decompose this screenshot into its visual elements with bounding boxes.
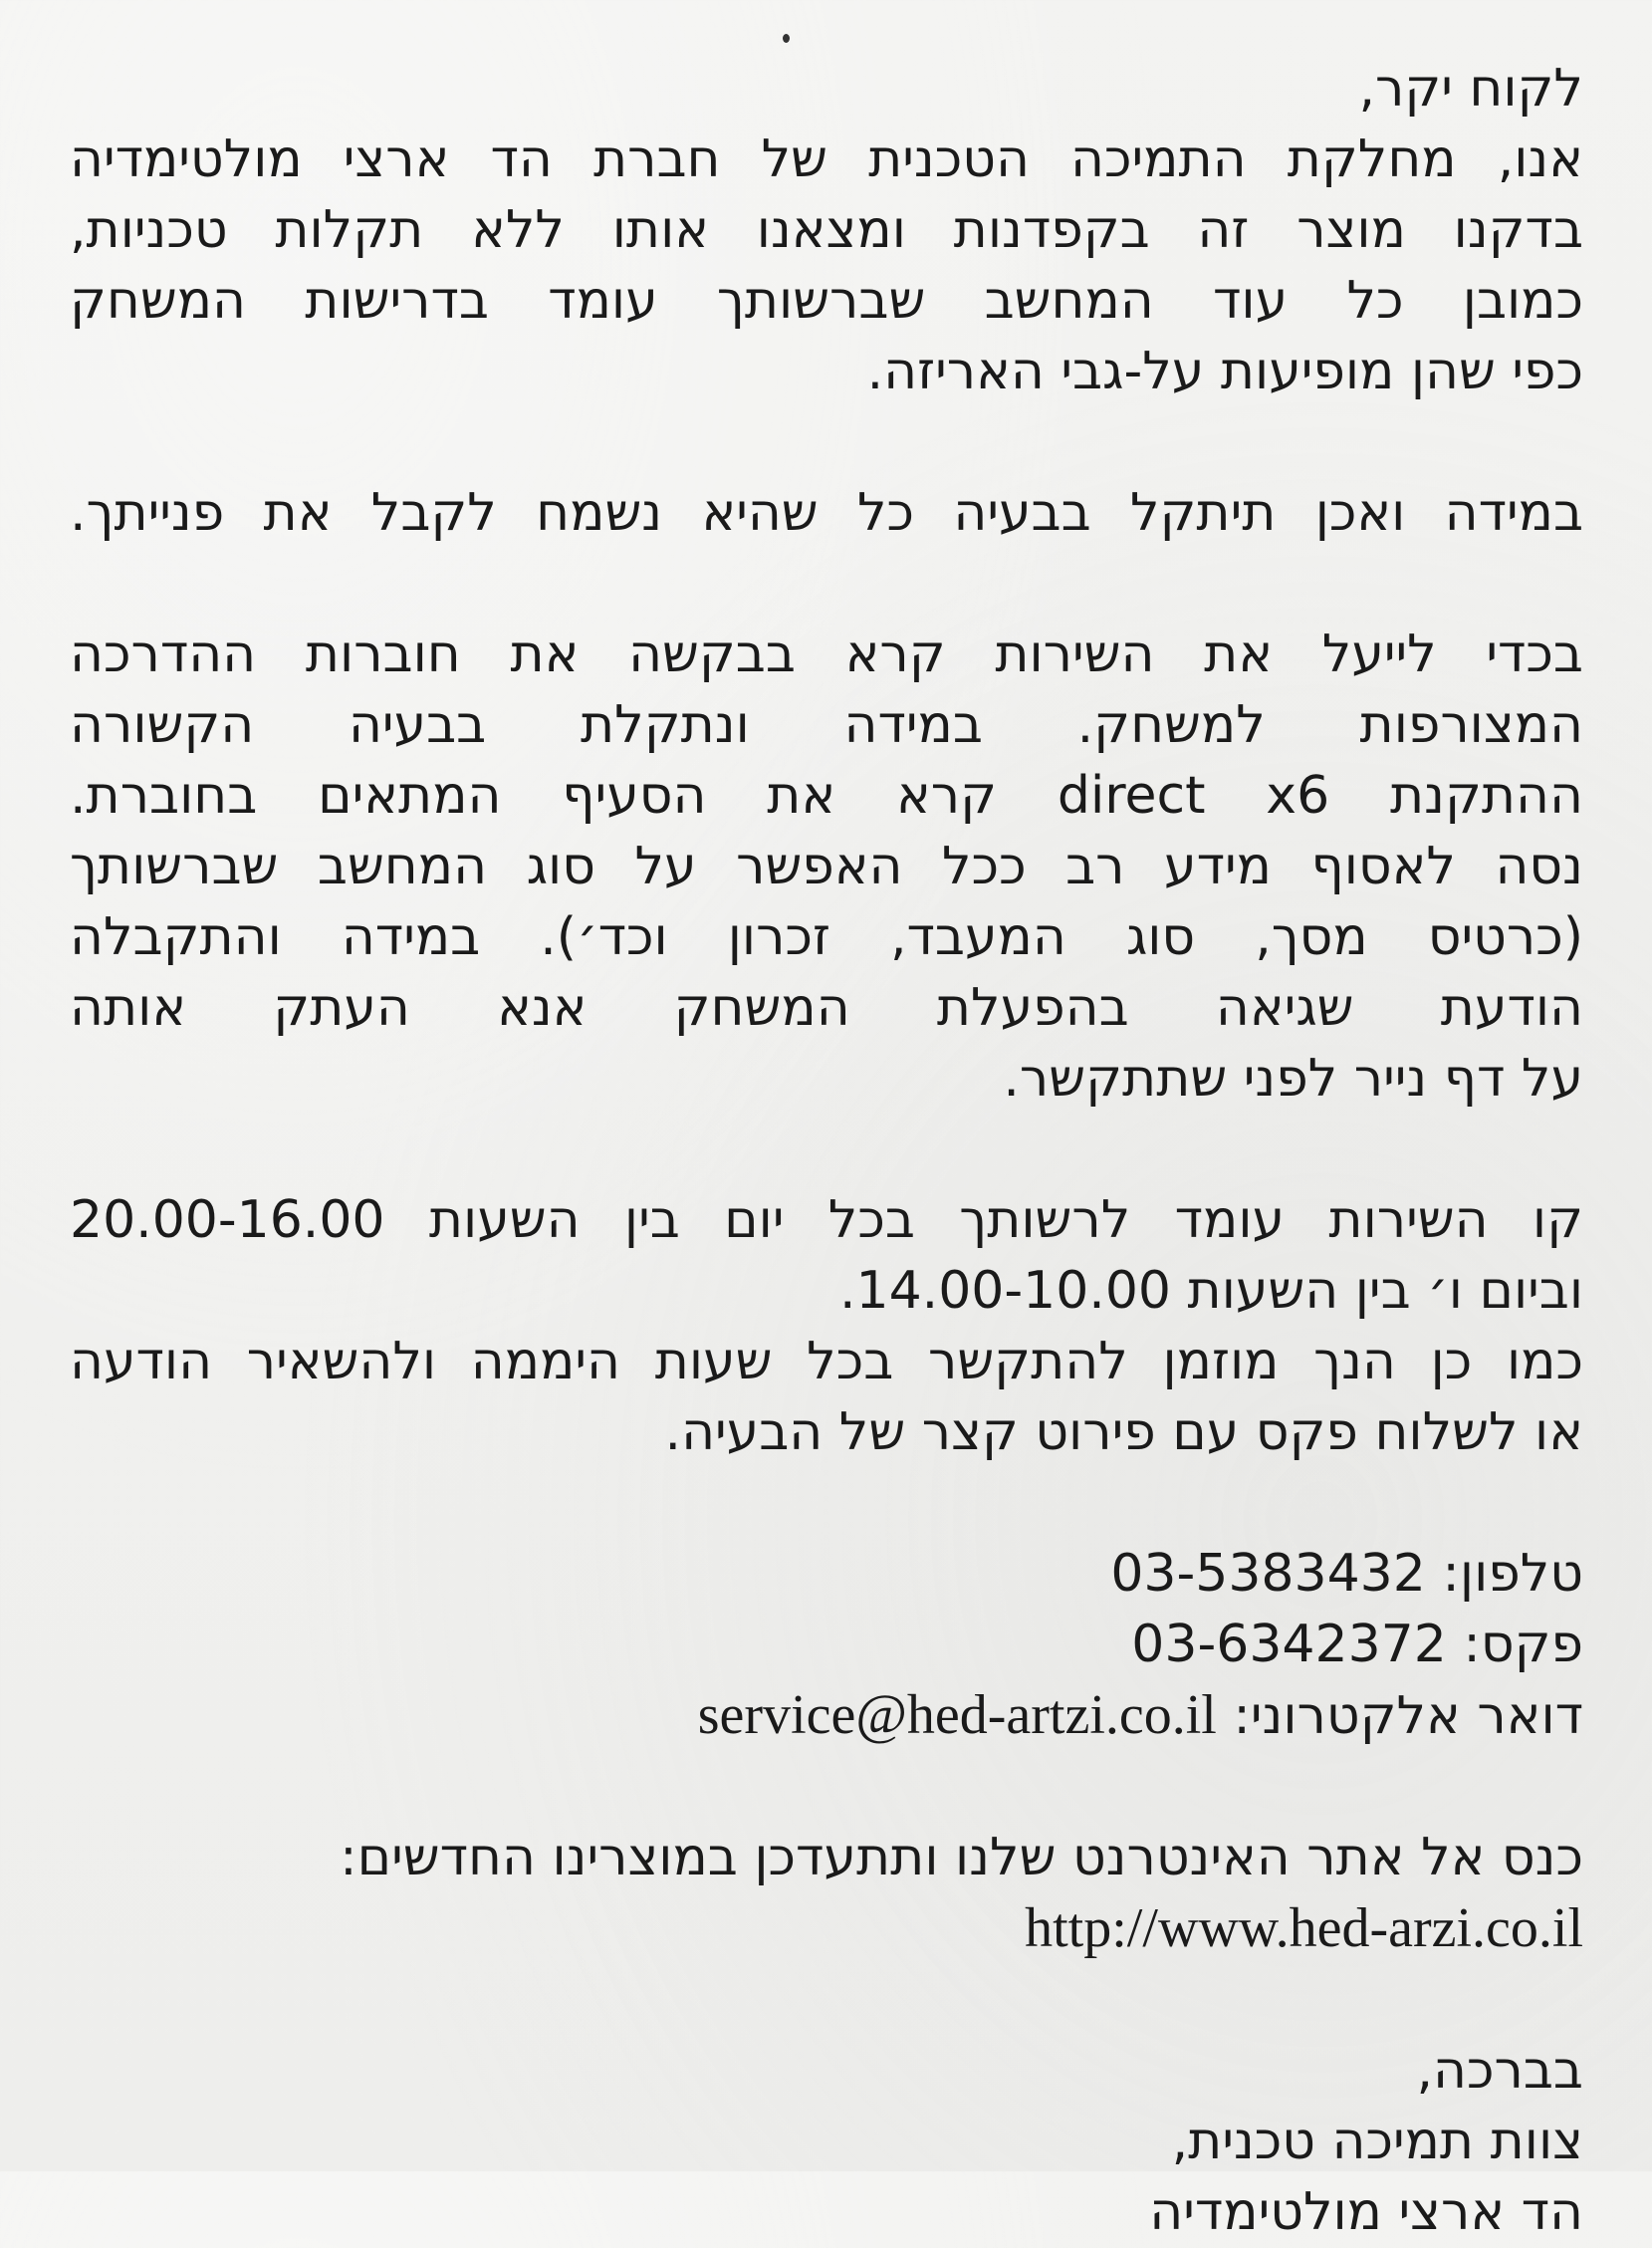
fax-line [70,1610,1583,1680]
website-url: http://www.hed-arzi.co.il [1025,1897,1583,1959]
website-url-line [70,1893,1583,1965]
service-line-4: נסה לאסוף מידע רב ככל האפשר על סוג המחשב שברשותך [70,837,1583,896]
signoff-line-1: בברכה, [1416,2041,1583,2101]
hours-line-4: או לשלוח פקס עם פירוט קצר של הבעיה. [664,1402,1583,1462]
hours-line-2: וביום ו׳ בין השעות 14.00-10.00. [838,1261,1583,1321]
greeting-line: לקוח יקר, [1358,59,1583,119]
contact-section [70,1539,1583,1752]
hours-section [70,1185,1583,1468]
service-line-7: על דף נייר לפני שתתקשר. [1003,1049,1583,1109]
phone-line [70,1539,1583,1610]
hours-line-3: כמו כן הנך מוזמן להתקשר בכל שעות היממה ולהשאיר הודעה [70,1332,1583,1391]
fax-number: 03-6342372 [1131,1615,1447,1674]
intro-line-2: בדקנו מוצר זה בקפדנות ומצאנו אותו ללא תקלות טכניות, [70,200,1583,260]
signoff-line-2: צוות תמיכה טכנית, [1171,2112,1583,2171]
intro-line-4: כפי שהן מופיעות על-גבי האריזה. [866,342,1583,401]
email-address: service@hed-artzi.co.il [697,1684,1217,1746]
problem-line: במידה ואכן תיתקל בבעיה כל שהיא נשמח לקבל את פנייתך. [70,483,1583,543]
email-label: דואר אלקטרוני: [1233,1686,1583,1746]
signoff-line-3: הד ארצי מולטימדיה [1149,2182,1583,2242]
intro-line-1: אנו, מחלקת התמיכה הטכנית של חברת הד ארצי מולטימדיה [70,129,1583,189]
website-text: כנס אל אתר האינטרנט שלנו ותתעדכן במוצרינו החדשים: [340,1828,1583,1887]
hours-line-1: קו השירות עומד לרשותך בכל יום בין השעות 20.00-16.00 [70,1190,1583,1250]
service-line-6: הודעת שגיאה בהפעלת המשחק אנא העתק אותה [70,978,1583,1038]
service-line-1: בכדי לייעל את השירות קרא בבקשה את חוברות ההדרכה [70,624,1583,684]
signoff-section [70,2036,1583,2248]
email-line [70,1680,1583,1752]
paper-speck [783,34,790,43]
intro-line-3: כמובן כל עוד המחשב שברשותך עומד בדרישות המשחק [70,271,1583,331]
phone-number: 03-5383432 [1110,1544,1426,1604]
phone-label: טלפון: [1442,1544,1583,1604]
service-line-3: ההתקנת direct x6 קרא את הסעיף המתאים בחוברת. [70,766,1583,826]
greeting-section [70,54,1583,407]
website-section [70,1823,1583,1965]
fax-label: פקס: [1463,1615,1583,1674]
service-line-2: המצורפות למשחק. במידה ונתקלת בבעיה הקשורה [70,695,1583,755]
problem-section [70,478,1583,549]
service-line-5: (כרטיס מסך, סוג המעבד, זכרון וכד׳). במידה והתקבלה [70,907,1583,967]
service-section [70,620,1583,1115]
